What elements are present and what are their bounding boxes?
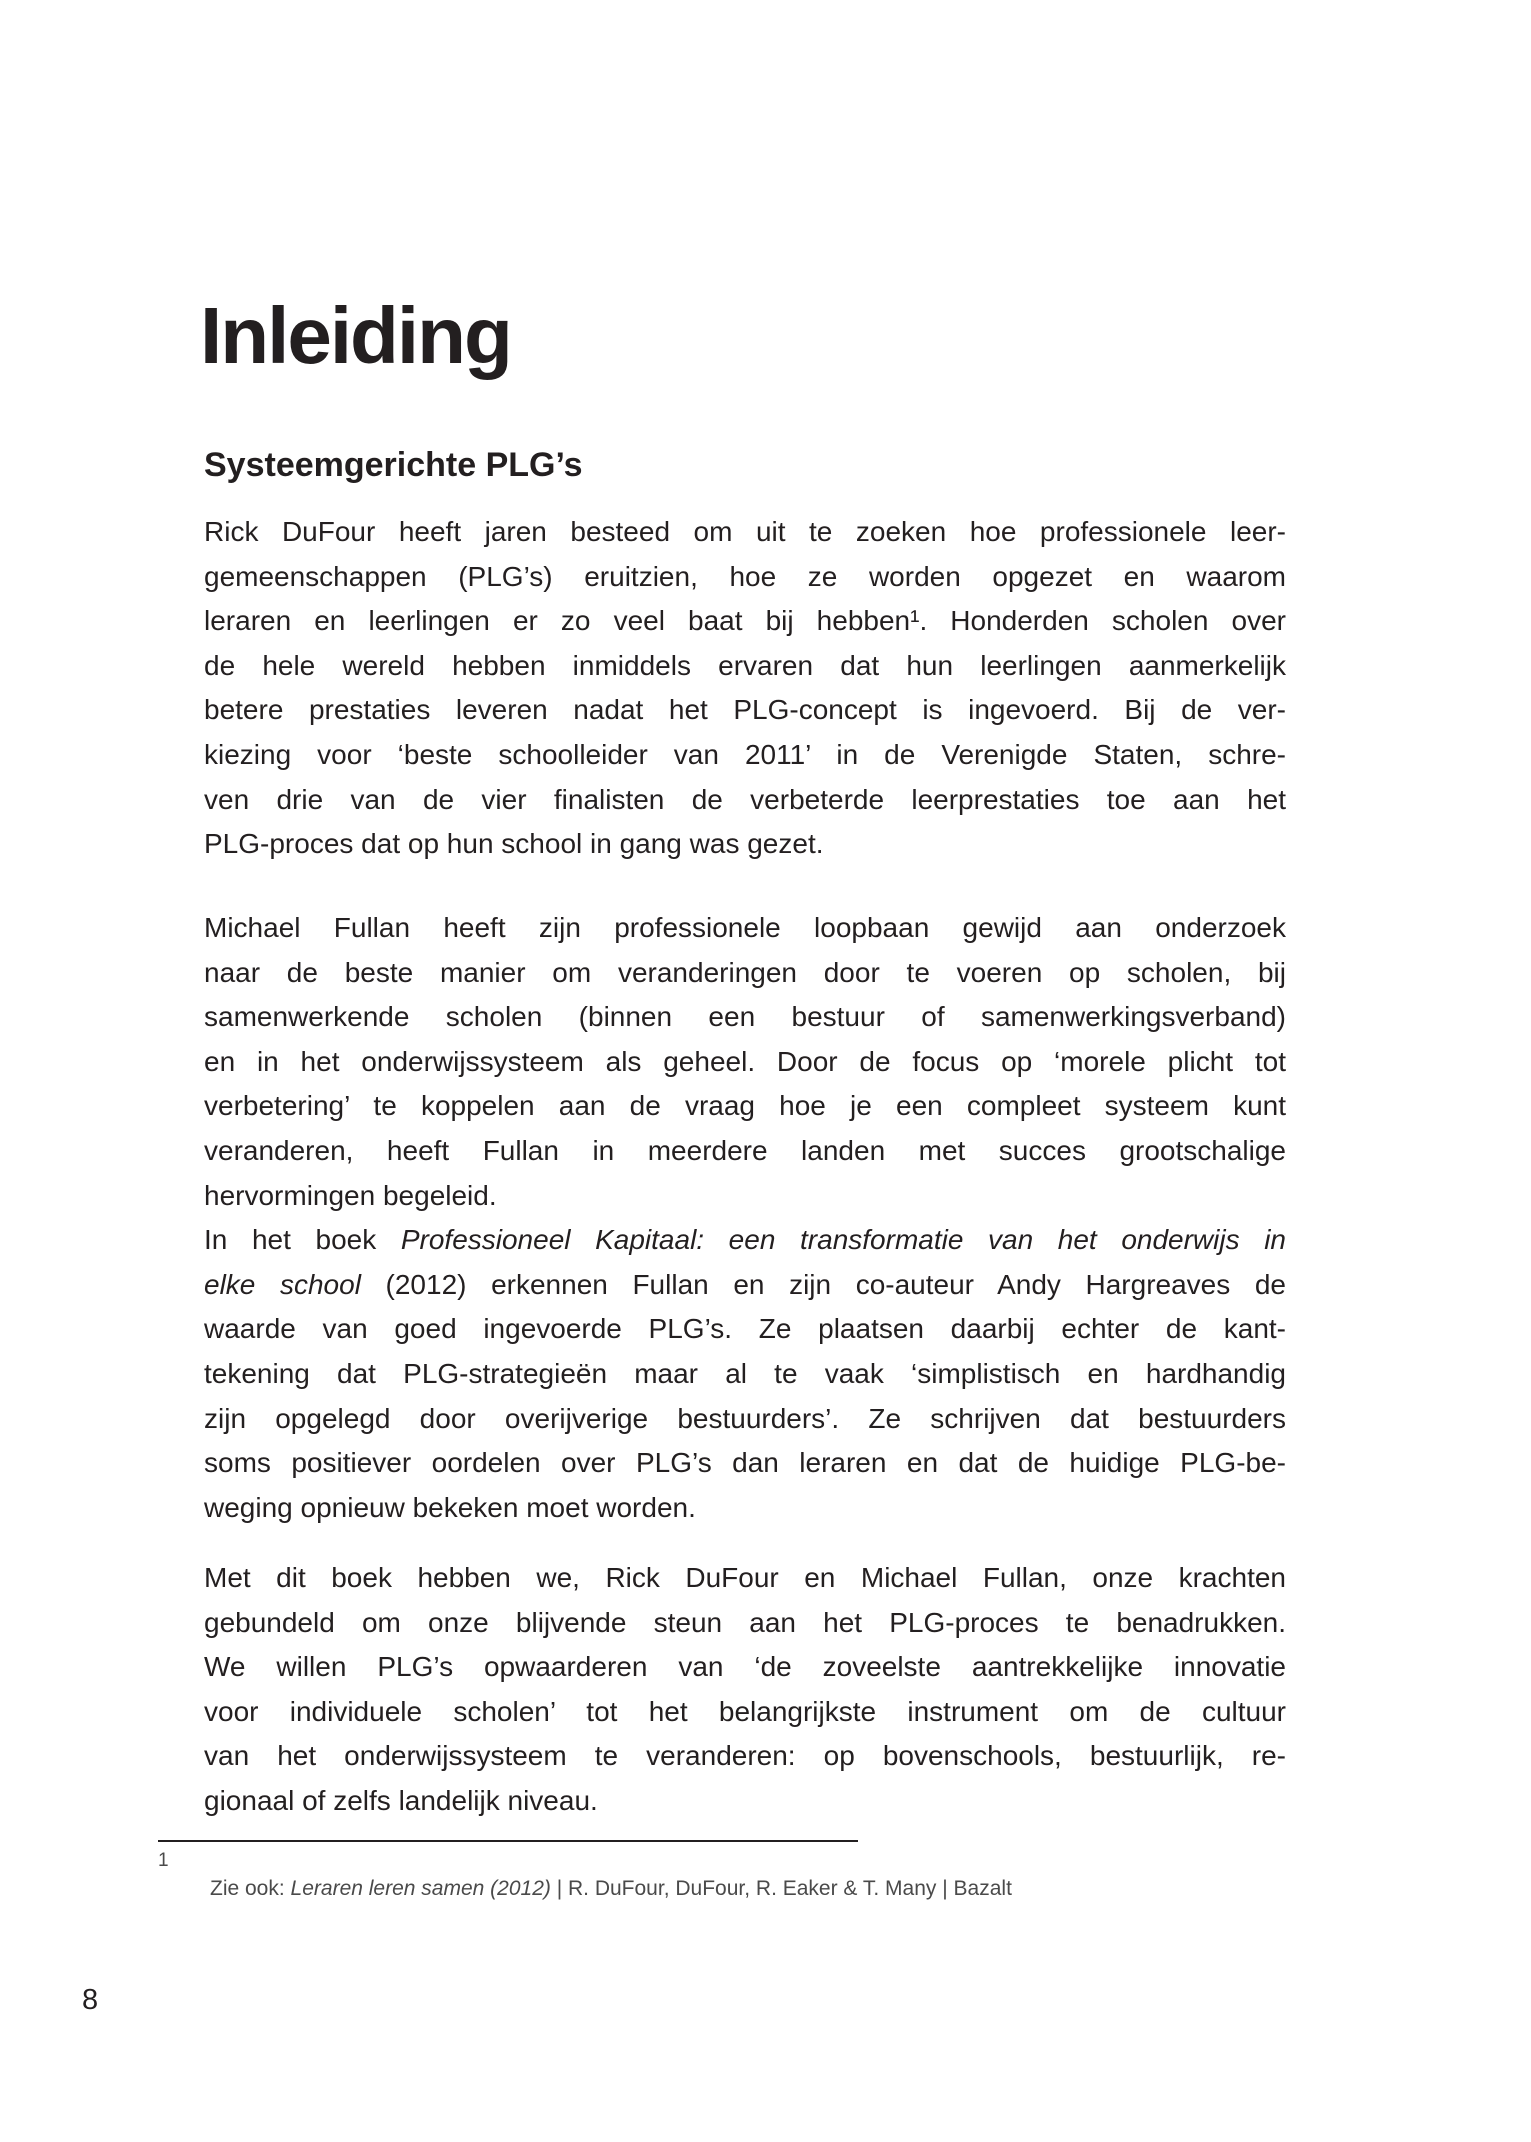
text-line: zijn opgelegd door overijverige bestuurders’. Ze schrijven dat bestuurders (204, 1402, 1286, 1434)
text-line: In het boek Professioneel Kapitaal: een transformatie van het onderwijs in (204, 1224, 1286, 1256)
text-line: gionaal of zelfs landelijk niveau. (204, 1784, 598, 1816)
text-line: de hele wereld hebben inmiddels ervaren dat hun leerlingen aanmerkelijk (204, 649, 1286, 681)
paragraph-4 (204, 1556, 1286, 1824)
text-line: Michael Fullan heeft zijn professionele loopbaan gewijd aan onderzoek (204, 912, 1286, 943)
text-line: en in het onderwijssysteem als geheel. Door de focus op ‘morele plicht tot (204, 1045, 1286, 1077)
text-line: kiezing voor ‘beste schoolleider van 2011’ in de Verenigde Staten, schre- (204, 738, 1286, 770)
text-line: elke school (2012) erkennen Fullan en zijn co-auteur Andy Hargreaves de (204, 1268, 1286, 1300)
text-line: soms positiever oordelen over PLG’s dan leraren en dat de huidige PLG-be- (204, 1447, 1286, 1479)
text-line: leraren en leerlingen er zo veel baat bij hebben¹. Honderden scholen over (204, 605, 1286, 637)
paragraph-3 (204, 1218, 1286, 1530)
paragraph-block-2 (204, 906, 1286, 1530)
text-line: veranderen, heeft Fullan in meerdere landen met succes grootschalige (204, 1134, 1286, 1166)
text-line: hervormingen begeleid. (204, 1179, 497, 1211)
text-line: voor individuele scholen’ tot het belangrijkste instrument om de cultuur (204, 1695, 1286, 1727)
footnote-divider (158, 1840, 858, 1842)
text-line: We willen PLG’s opwaarderen van ‘de zoveelste aantrekkelijke innovatie (204, 1651, 1286, 1683)
text-line: gemeenschappen (PLG’s) eruitzien, hoe ze worden opgezet en waarom (204, 560, 1286, 592)
text-line: PLG-proces dat op hun school in gang was gezet. (204, 828, 824, 860)
text-line: verbetering’ te koppelen aan de vraag hoe je een compleet systeem kunt (204, 1090, 1286, 1122)
paragraph-2 (204, 906, 1286, 1218)
paragraph-1 (204, 510, 1286, 867)
footnote-text (210, 1874, 1210, 1904)
text-line: tekening dat PLG-strategieën maar al te vaak ‘simplistisch en hardhandig (204, 1357, 1286, 1389)
text-line: waarde van goed ingevoerde PLG’s. Ze plaatsen daarbij echter de kant- (204, 1313, 1286, 1345)
text-line: gebundeld om onze blijvende steun aan het PLG-proces te benadrukken. (204, 1606, 1286, 1638)
page-number: 8 (82, 1984, 99, 2016)
footnote-marker: 1 (158, 1850, 169, 1871)
text-line: Met dit boek hebben we, Rick DuFour en Michael Fullan, onze krachten (204, 1562, 1286, 1593)
text-line: Zie ook: Leraren leren samen (2012) | R. DuFour, DuFour, R. Eaker & T. Many | Bazalt (210, 1877, 1012, 1900)
text-line: Rick DuFour heeft jaren besteed om uit te zoeken hoe professionele leer- (204, 516, 1286, 547)
text-line: samenwerkende scholen (binnen een bestuur of samenwerkingsverband) (204, 1001, 1286, 1033)
text-line: weging opnieuw bekeken moet worden. (204, 1491, 696, 1523)
text-line: betere prestaties leveren nadat het PLG-concept is ingevoerd. Bij de ver- (204, 694, 1286, 726)
page-title: Inleiding (200, 290, 511, 380)
section-heading: Systeemgerichte PLG’s (204, 446, 583, 485)
text-line: naar de beste manier om veranderingen door te voeren op scholen, bij (204, 956, 1286, 988)
text-line: van het onderwijssysteem te veranderen: op bovenschools, bestuurlijk, re- (204, 1740, 1286, 1772)
text-line: ven drie van de vier finalisten de verbeterde leerprestaties toe aan het (204, 783, 1286, 815)
